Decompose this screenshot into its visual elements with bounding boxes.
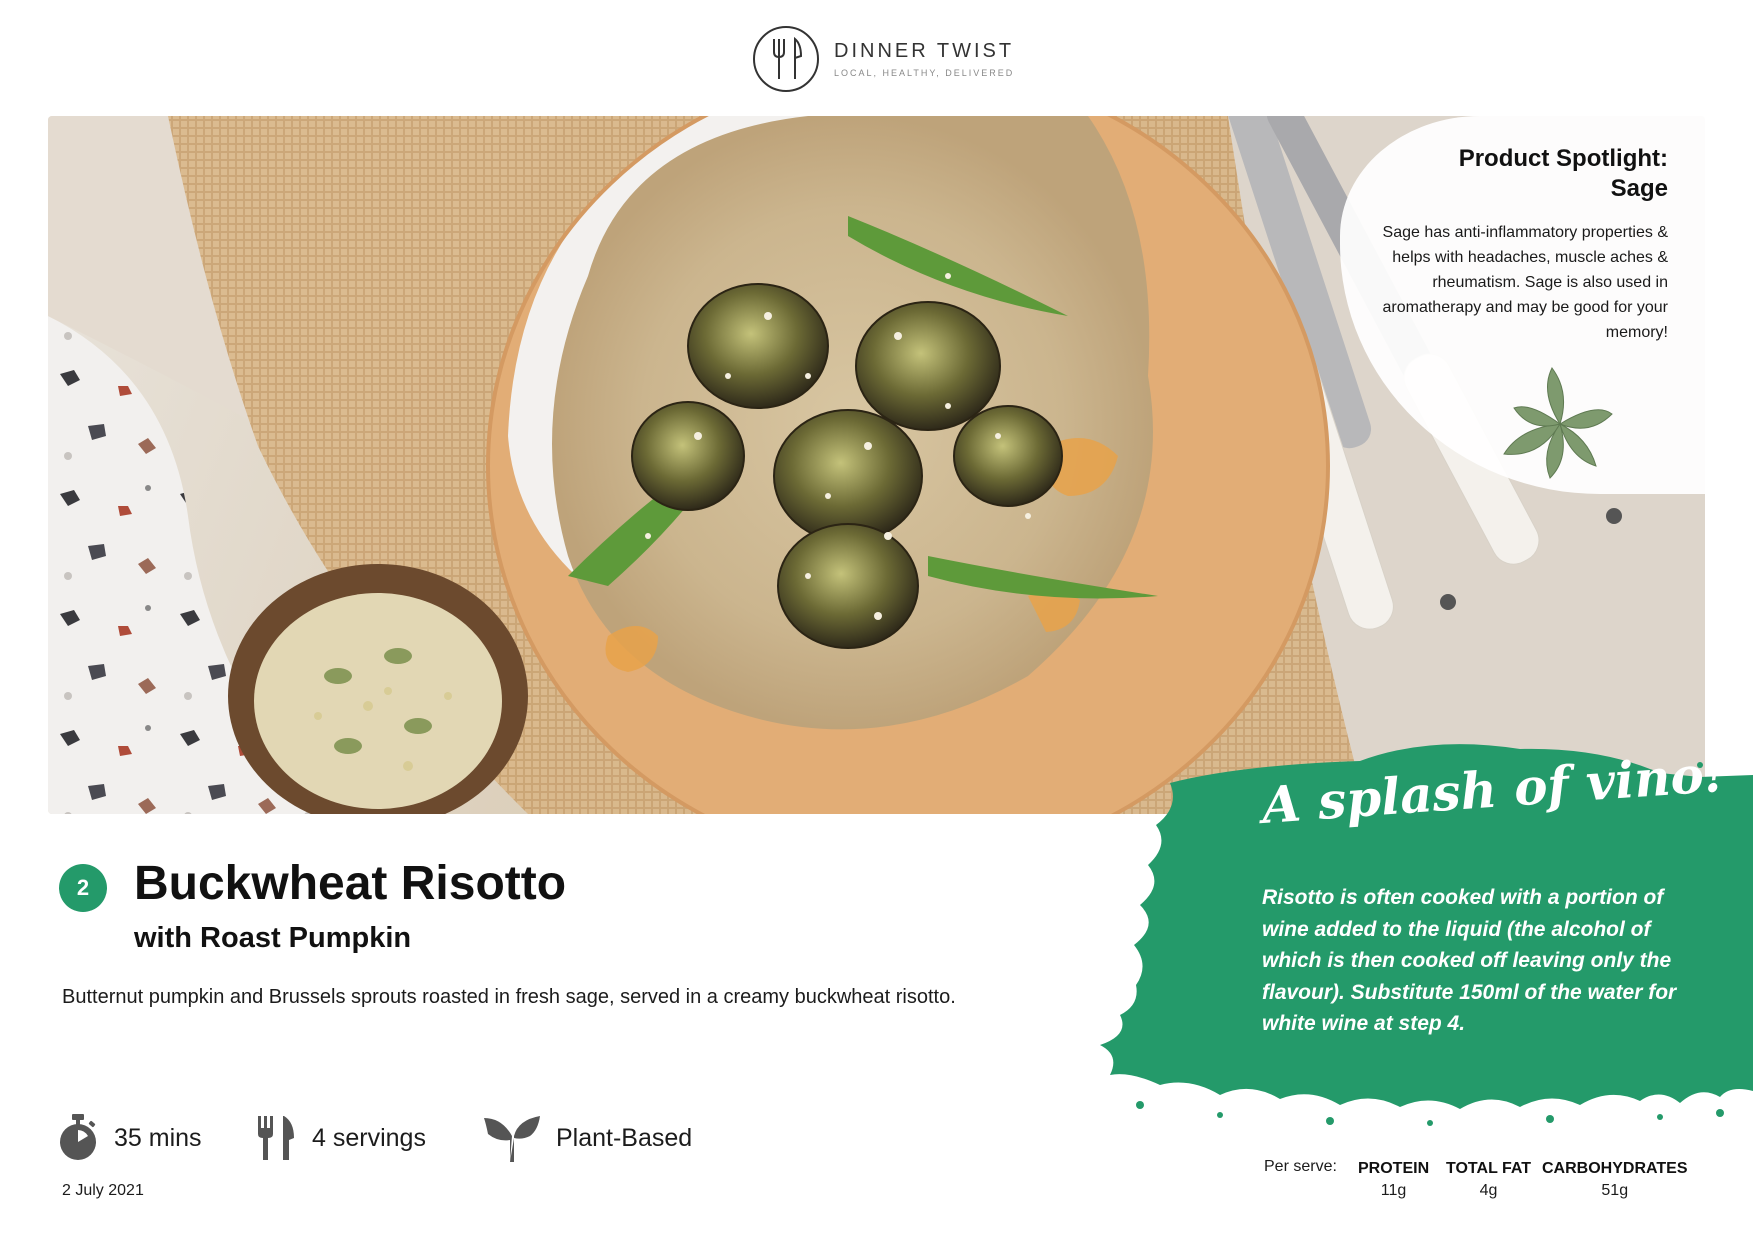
servings [256,1110,426,1166]
brand-name: DINNER TWIST [834,40,1015,62]
servings-label: 4 servings [312,1123,426,1152]
per-serve-label: Per serve: [1264,1158,1337,1175]
brand-logo [753,25,1014,93]
prep-time-label: 35 mins [114,1123,202,1152]
sprout-icon [484,1114,540,1162]
prep-time [58,1110,202,1166]
brand-tagline: LOCAL, HEALTHY, DELIVERED [834,68,1015,78]
cutlery-icon [256,1114,296,1162]
spotlight-body: Sage has anti-inflammatory properties & helps with headaches, muscle aches & rheumatism. Sage is also used in aromatherapy and may be good for your memory! [1382,224,1668,341]
diet-type [484,1110,692,1166]
spotlight-title: Product Spotlight: Sage [1458,145,1668,202]
tip-body: Risotto is often cooked with a portion of wine added to the liquid (the alcohol of which is then cooked off leaving only the flavour). Substitute 150ml of the water for white wine at step 4. [1262,886,1677,1035]
step-number-badge: 2 [59,864,107,912]
nutrition-protein: PROTEIN 11g [1358,1160,1430,1199]
nutrition-total-fat: TOTAL FAT 4g [1446,1160,1532,1199]
recipe-date: 2 July 2021 [62,1182,144,1199]
diet-label: Plant-Based [556,1123,693,1152]
nutrition-carbohydrates: CARBOHYDRATES 51g [1542,1160,1688,1199]
recipe-subtitle: with Roast Pumpkin [134,922,412,954]
fork-knife-icon [753,26,819,92]
stopwatch-icon [58,1114,98,1162]
recipe-title: Buckwheat Risotto [134,857,567,910]
tip-title: A splash of vino! [1259,743,1728,835]
sage-leaf-icon [1500,362,1620,482]
recipe-description: Butternut pumpkin and Brussels sprouts roasted in fresh sage, served in a creamy buckwheat risotto. [62,986,956,1008]
